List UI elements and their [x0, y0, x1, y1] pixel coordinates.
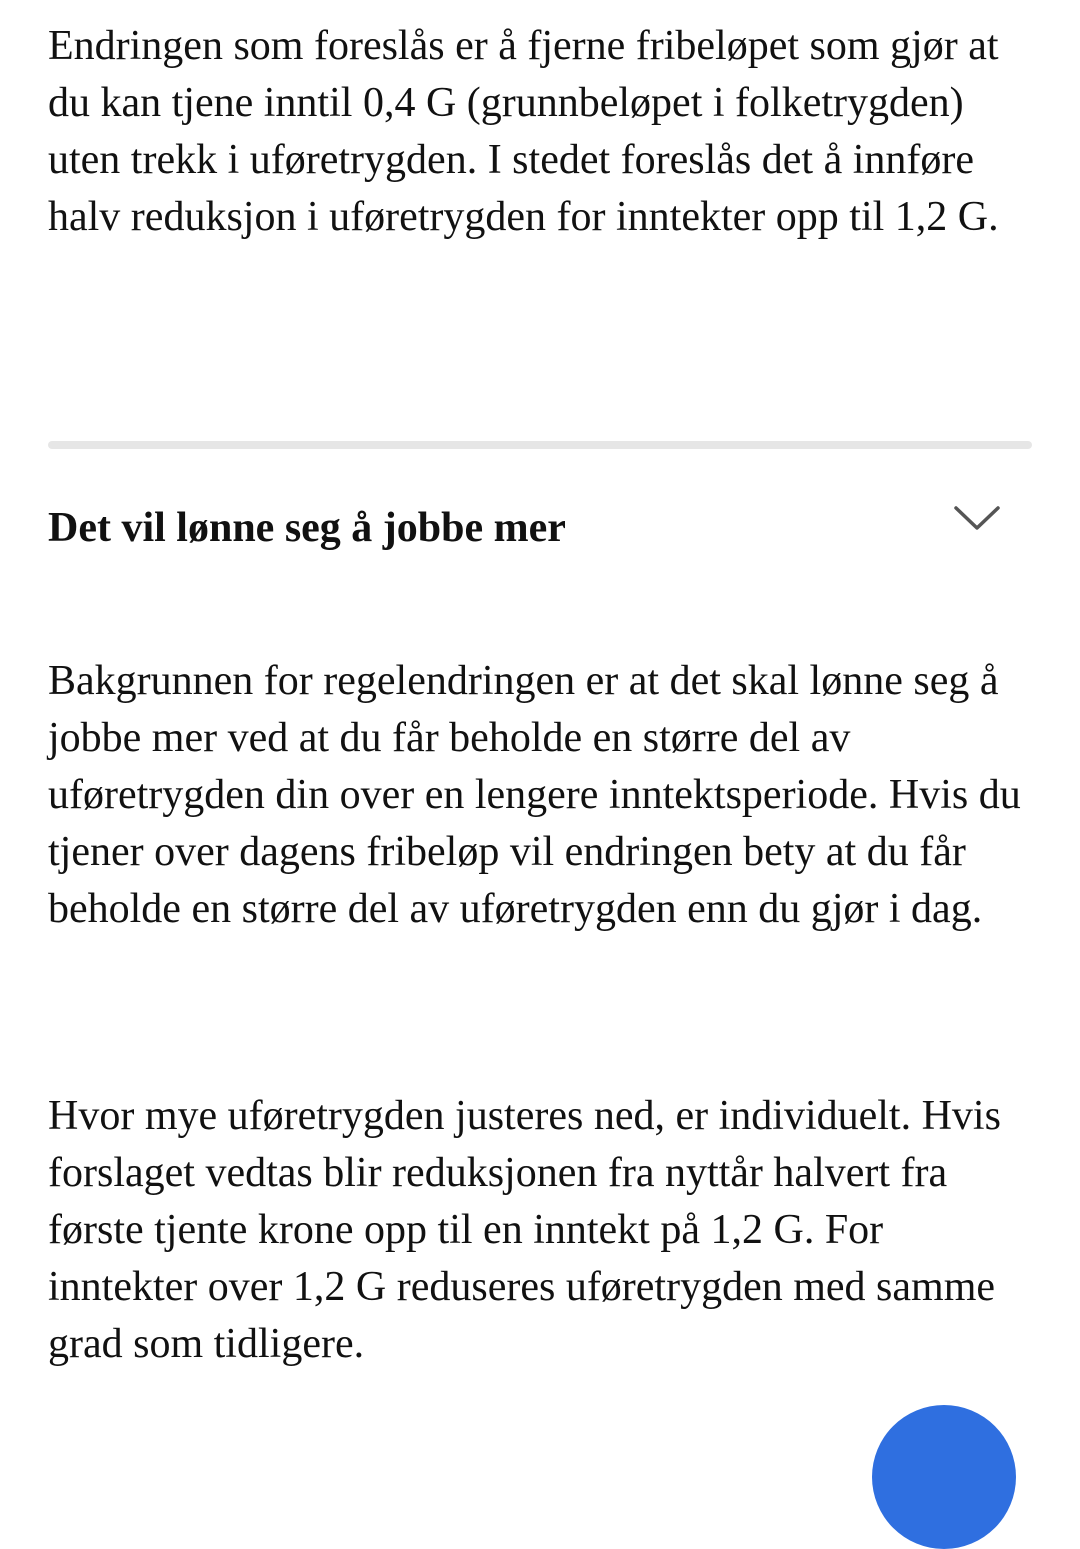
accordion-title: Det vil lønne seg å jobbe mer: [48, 505, 566, 551]
section-paragraph: Bakgrunnen for regelendringen er at det skal lønne seg å jobbe mer ved at du får beholde en større del av uføretrygden din over en lengere inntektsperiode. Hvis du tjener over dagens fribeløp vil endringen bety at du får beholde en større del av uføretrygden enn du gjør i dag.: [48, 658, 1021, 932]
section-divider: [48, 441, 1032, 449]
accordion-header[interactable]: [48, 492, 1032, 564]
section-paragraph: Hvor mye uføretrygden justeres ned, er individuelt. Hvis forslaget vedtas blir reduksjonen fra nyttår halvert fra første tjente krone opp til en inntekt på 1,2 G. For inntekter over 1,2 G reduseres uføretrygden med samme grad som tidligere.: [48, 1093, 1001, 1367]
chevron-down-icon[interactable]: [952, 498, 1002, 538]
floating-action-button[interactable]: [872, 1405, 1016, 1549]
intro-paragraph: Endringen som foreslås er å fjerne fribeløpet som gjør at du kan tjene inntil 0,4 G (grunnbeløpet i folketrygden) uten trekk i uføretrygden. I stedet foreslås det å innføre halv reduksjon i uføretrygden for inntekter opp til 1,2 G.: [48, 23, 999, 240]
